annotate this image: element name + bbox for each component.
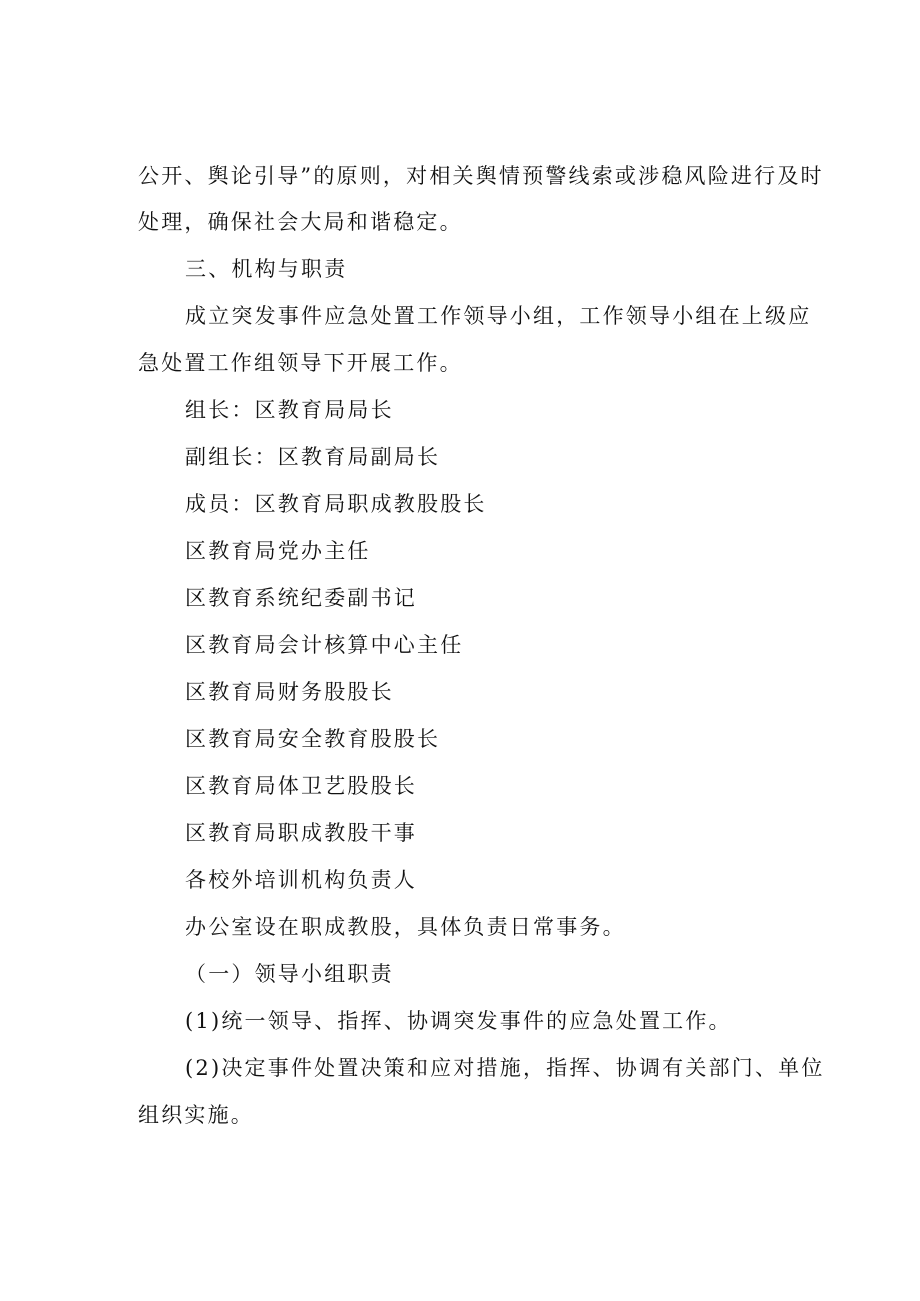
subsection-heading: （一）领导小组职责 [185,962,394,986]
office-note: 办公室设在职成教股，具体负责日常事务。 [185,915,626,939]
paragraph-line-3: 成立突发事件应急处置工作领导小组，工作领导小组在上级应 [185,304,812,328]
duty-item-2-continuation: 组织实施。 [138,1103,254,1127]
duty-item-2: (2)决定事件处置决策和应对措施，指挥、协调有关部门、单位 [185,1056,825,1080]
paragraph-line-2: 处理，确保社会大局和谐稳定。 [138,210,463,234]
duty-item-1: (1)统一领导、指挥、协调突发事件的应急处置工作。 [185,1009,732,1033]
list-item-member: 区教育局体卫艺股股长 [185,774,417,798]
paragraph-line-4: 急处置工作组领导下开展工作。 [138,351,463,375]
list-item-member: 区教育局财务股股长 [185,680,394,704]
list-item-member: 区教育局会计核算中心主任 [185,633,464,657]
list-item-members: 成员：区教育局职成教股股长 [185,492,487,516]
list-item-member: 区教育局党办主任 [185,539,371,563]
list-item-member: 各校外培训机构负责人 [185,868,417,892]
section-heading: 三、机构与职责 [185,257,348,281]
paragraph-line-1: 公开、舆论引导”的原则，对相关舆情预警线索或涉稳风险进行及时 [138,164,824,188]
list-item-member: 区教育系统纪委副书记 [185,586,417,610]
list-item-deputy-leader: 副组长：区教育局副局长 [185,445,441,469]
list-item-member: 区教育局职成教股干事 [185,821,417,845]
list-item-member: 区教育局安全教育股股长 [185,727,441,751]
list-item-leader: 组长：区教育局局长 [185,398,394,422]
